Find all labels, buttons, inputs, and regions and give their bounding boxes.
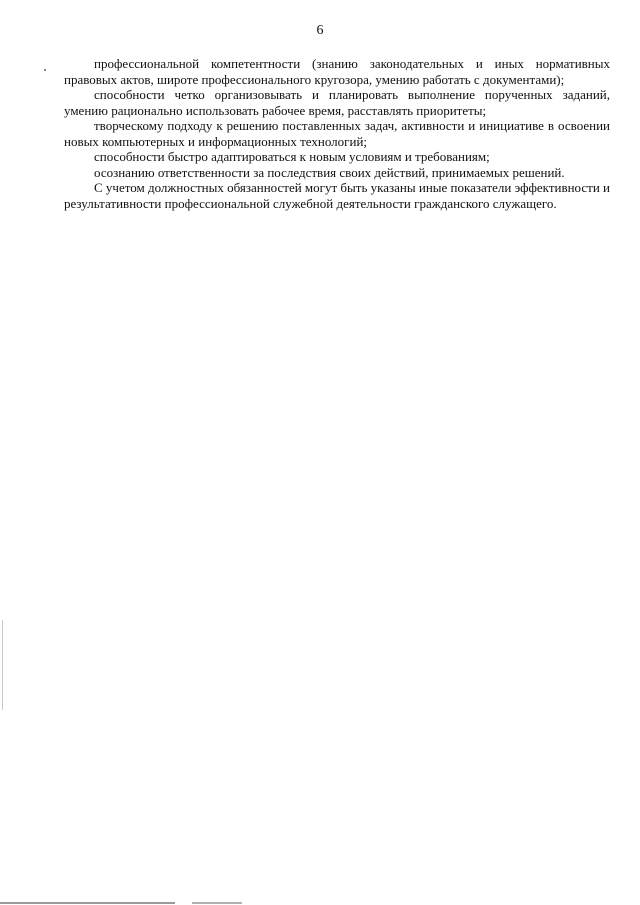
scan-edge-bottom xyxy=(0,902,242,904)
paragraph-adaptability: способности быстро адаптироваться к новым условиям и требованиям; xyxy=(94,149,490,164)
scan-artifact-dot xyxy=(44,69,46,71)
document-body xyxy=(64,56,610,211)
page-number: 6 xyxy=(316,23,324,38)
scan-edge-left xyxy=(2,620,3,710)
paragraph-responsibility: осознанию ответственности за последствия своих действий, принимаемых решений. xyxy=(94,164,565,180)
paragraph-organization-ability: способности четко организовывать и планировать выполнение порученных заданий, умению рационально использовать рабочее время, расставлять приоритеты; xyxy=(64,87,610,118)
paragraph-creative-approach: творческому подходу к решению поставленных задач, активности и инициативе в освоении новых компьютерных и информационных технологий; xyxy=(64,118,610,149)
paragraph-other-indicators: С учетом должностных обязанностей могут быть указаны иные показатели эффективности и результативности профессиональной служебной деятельности гражданского служащего. xyxy=(64,180,610,211)
paragraph-professional-competence: профессиональной компетентности (знанию законодательных и иных нормативных правовых актов, широте профессионального кругозора, умению работать с документами); xyxy=(64,56,610,87)
